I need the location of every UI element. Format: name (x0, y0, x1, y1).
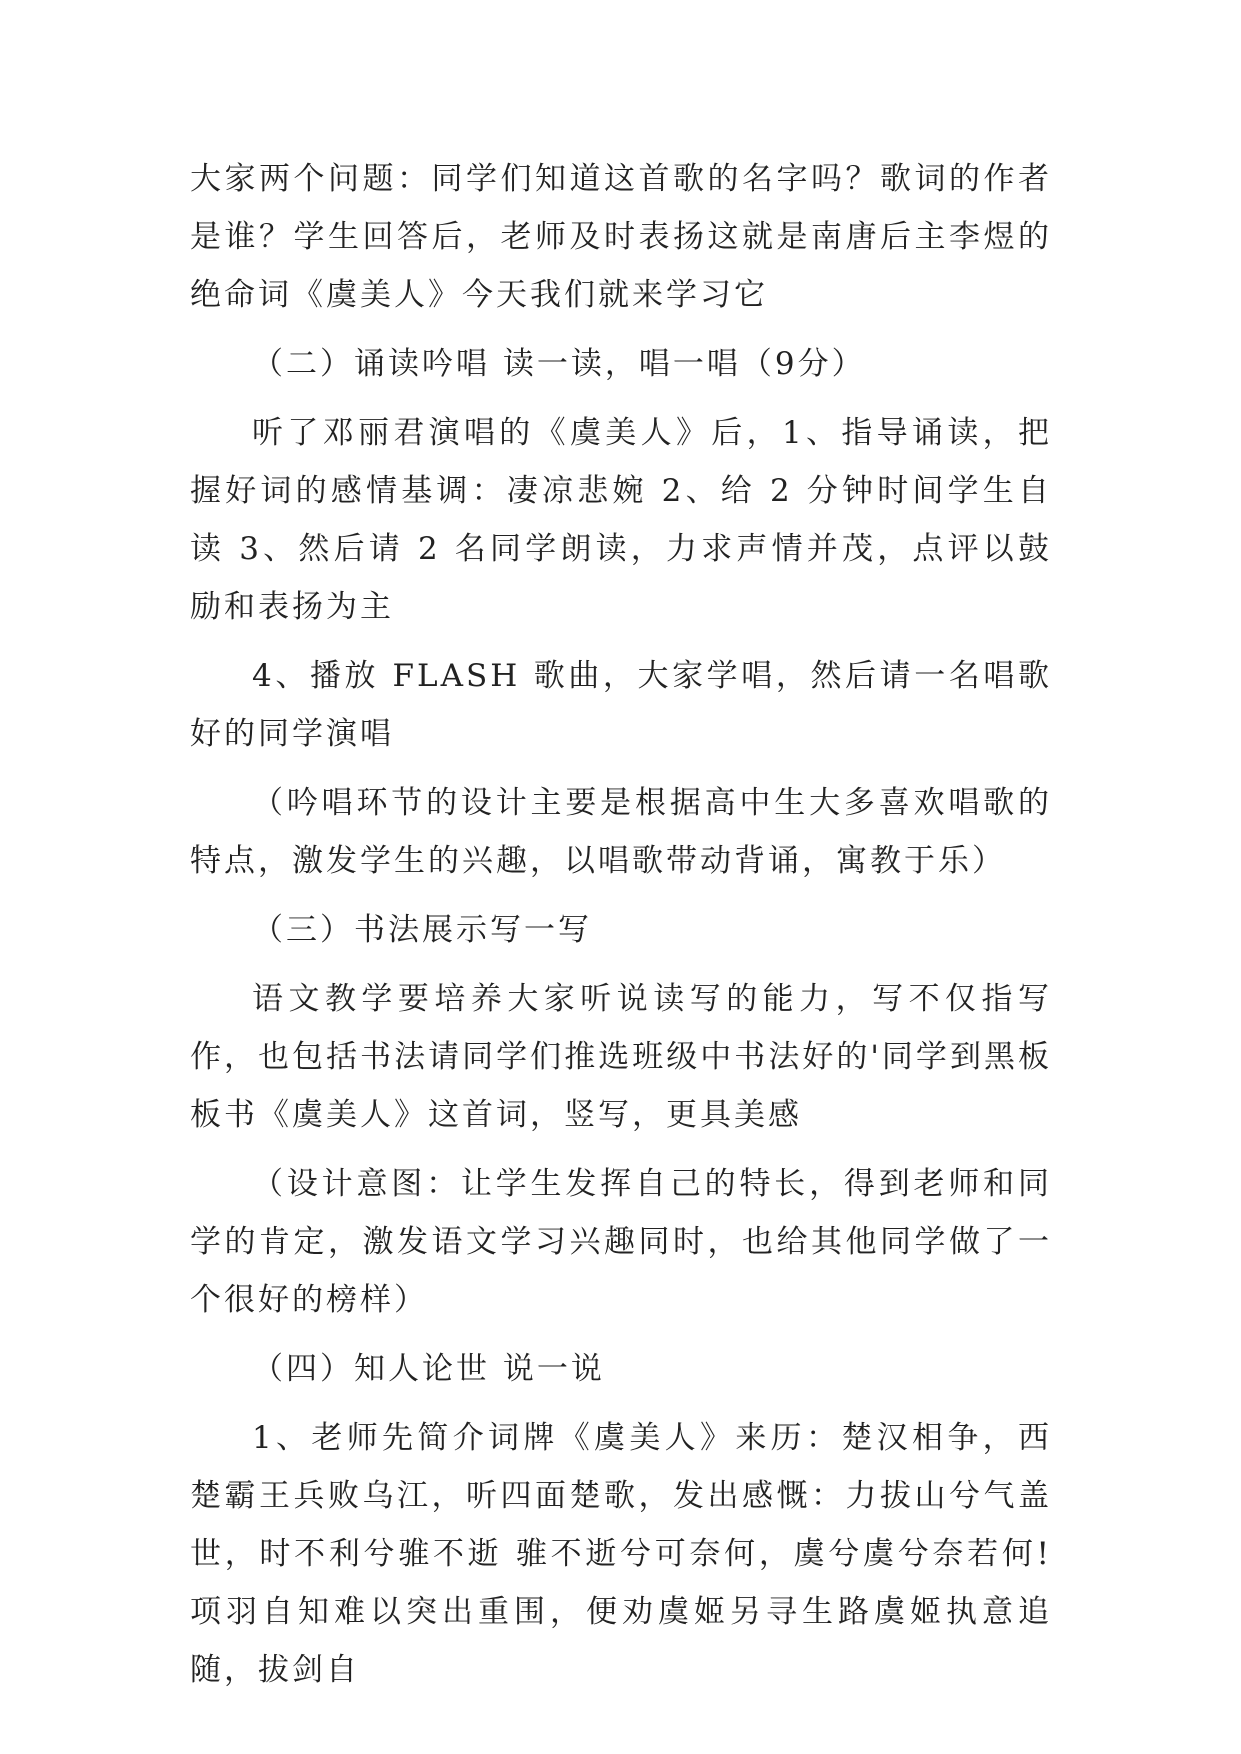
paragraph-flash-song: 4、播放 FLASH 歌曲，大家学唱，然后请一名唱歌好的同学演唱 (190, 658, 1052, 752)
section-heading-4: （四）知人论世 说一说 (252, 1351, 605, 1387)
paragraph-intro-questions: 大家两个问题：同学们知道这首歌的名字吗？歌词的作者是谁？学生回答后，老师及时表扬这就是南唐后主李煜的绝命词《虞美人》今天我们就来学习它 (190, 161, 1052, 313)
paragraph-cipai-history: 1、老师先简介词牌《虞美人》来历：楚汉相争，西楚霸王兵败乌江，听四面楚歌，发出感慨：力拔山兮气盖世，时不利兮骓不逝 骓不逝兮可奈何，虞兮虞兮奈若何!项羽自知难以突出重围，便劝虞姬另寻生路虞姬执意追随，拔剑自 (190, 1420, 1052, 1688)
section-heading-2: （二）诵读吟唱 读一读，唱一唱（9分） (252, 346, 866, 382)
paragraph-design-intent: （设计意图：让学生发挥自己的特长，得到老师和同学的肯定，激发语文学习兴趣同时，也给其他同学做了一个很好的榜样） (190, 1166, 1052, 1318)
paragraph-recitation: 听了邓丽君演唱的《虞美人》后，1、指导诵读，把握好词的感情基调：凄凉悲婉 2、给 2 分钟时间学生自读 3、然后请 2 名同学朗读，力求声情并茂，点评以鼓励和表扬为主 (190, 415, 1052, 625)
document-body (190, 150, 1052, 1710)
paragraph-calligraphy: 语文教学要培养大家听说读写的能力，写不仅指写作，也包括书法请同学们推选班级中书法好的'同学到黑板板书《虞美人》这首词，竖写，更具美感 (190, 981, 1052, 1133)
paragraph-singing-design: （吟唱环节的设计主要是根据高中生大多喜欢唱歌的特点，激发学生的兴趣，以唱歌带动背诵，寓教于乐） (190, 785, 1052, 879)
section-heading-3: （三）书法展示写一写 (252, 912, 592, 948)
